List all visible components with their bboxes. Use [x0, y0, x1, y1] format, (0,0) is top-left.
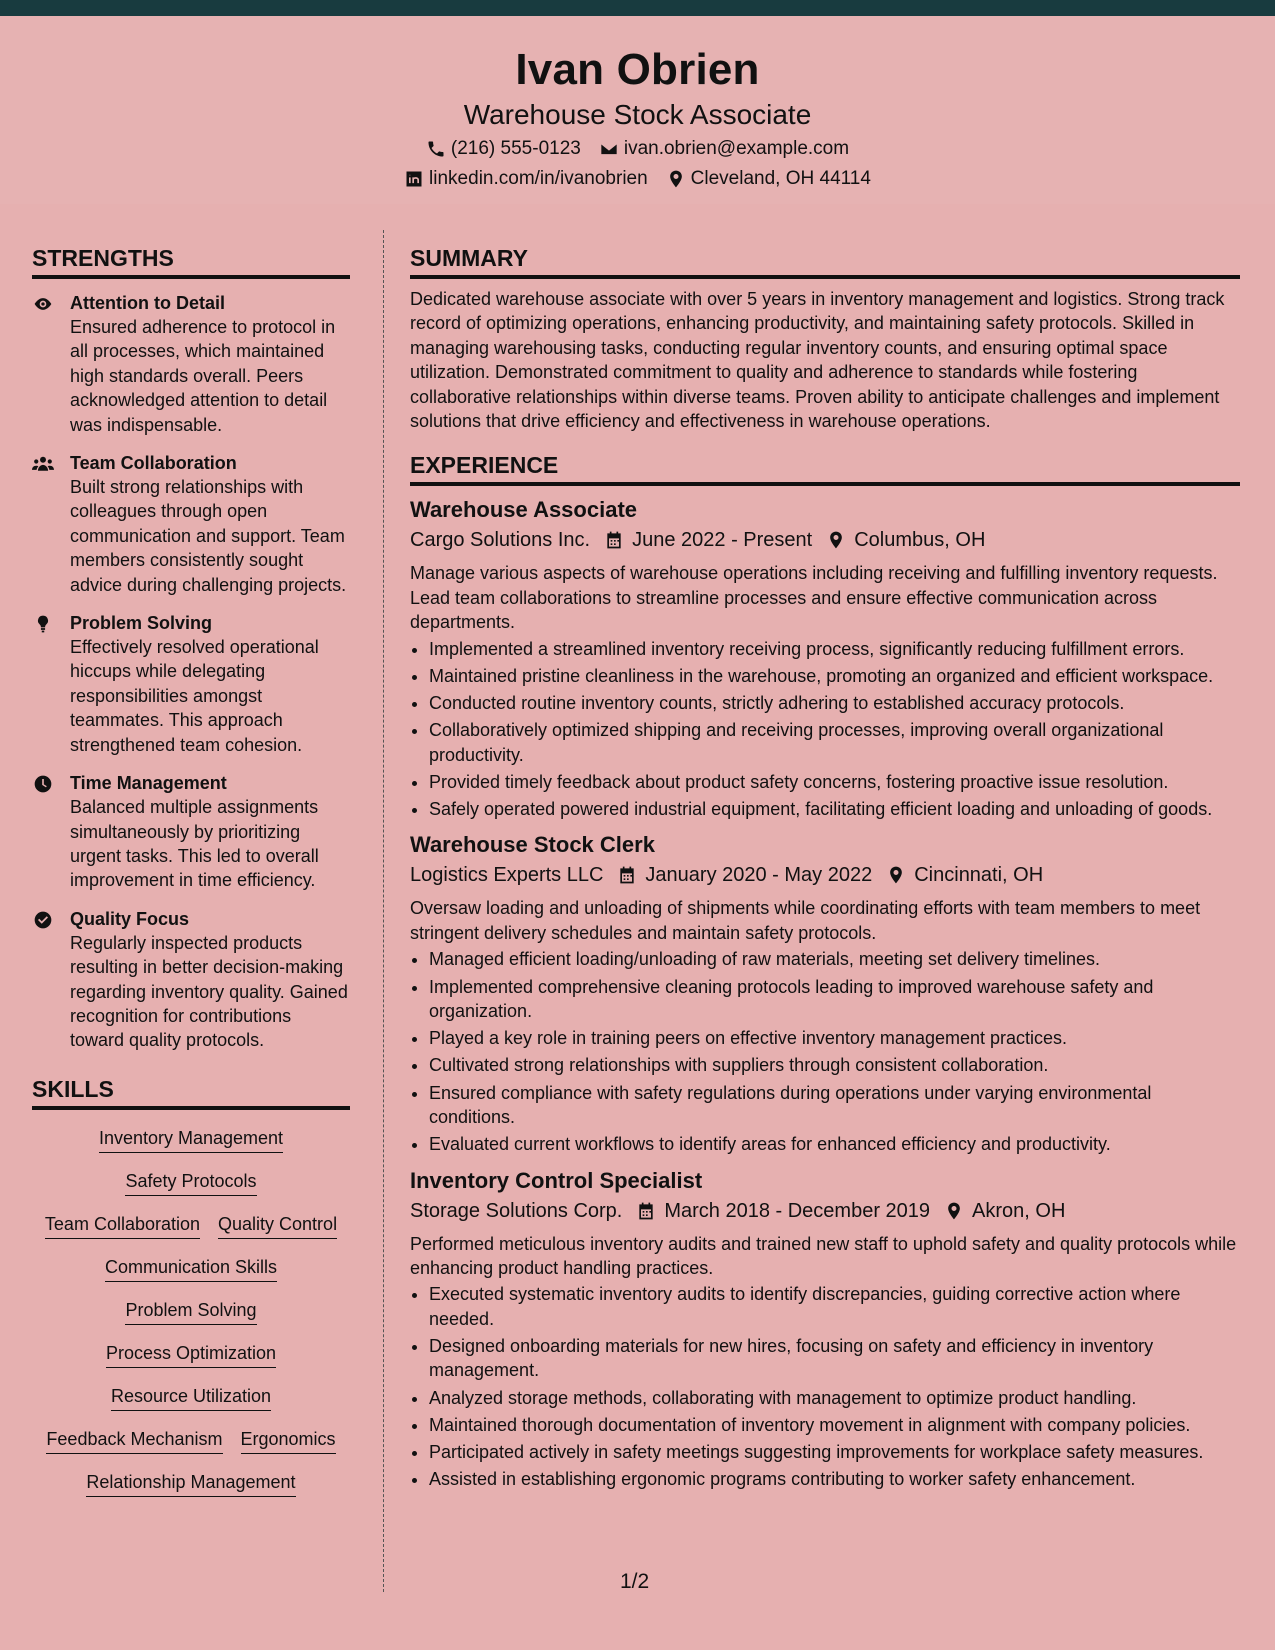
skill-tag: Ergonomics: [241, 1427, 336, 1454]
bullet-item: • Cultivated strong relationships with suppliers through consistent collaboration.: [429, 1053, 1240, 1077]
candidate-title: Warehouse Stock Associate: [463, 99, 812, 130]
page-number: 1/2: [620, 1570, 650, 1593]
job-company: Cargo Solutions Inc.: [410, 529, 591, 552]
skills-heading: SKILLS: [32, 1075, 350, 1110]
job-entry: [410, 831, 1240, 1156]
job-meta: [410, 861, 1240, 889]
skill-tag: Inventory Management: [99, 1126, 283, 1153]
skill-tag: Process Optimization: [106, 1341, 276, 1368]
summary-text: Dedicated warehouse associate with over 5 years in inventory management and logistics. Strong track record of optimizing operations, enhancing productivity, and maintaining safety protocols. Skilled in managing warehousing tasks, conducting regular inventory counts, and ensuring optimal space utilization. Demonstrated commitment to quality and adherence to standards while fostering collaborative relationships within diverse teams. Proven ability to anticipate challenges and implement solutions that drive efficiency and effectiveness in warehouse operations.: [410, 289, 1225, 432]
job-bullets: [410, 1282, 1240, 1491]
strength-title: Time Management: [70, 773, 227, 794]
map-pin-icon: [944, 1201, 964, 1221]
location-contact: [666, 166, 871, 192]
map-pin-icon: [666, 169, 686, 189]
strength-title: Team Collaboration: [70, 453, 237, 474]
job-company: Storage Solutions Corp.: [410, 1199, 623, 1222]
bullet-item: • Played a key role in training peers on effective inventory management practices.: [429, 1026, 1240, 1050]
clock-icon: [32, 774, 54, 794]
strength-item: [32, 291, 350, 437]
candidate-name: Ivan Obrien: [515, 45, 760, 94]
bullet-item: • Conducted routine inventory counts, strictly adhering to established accuracy protocols.: [429, 691, 1240, 715]
contact-line-1: [0, 136, 1275, 162]
bullet-item: • Analyzed storage methods, collaborating with management to optimize product handling.: [429, 1386, 1240, 1410]
bullet-item: • Maintained thorough documentation of inventory movement in alignment with company policies.: [429, 1413, 1240, 1437]
strength-desc: Effectively resolved operational hiccups while delegating responsibilities amongst teammates. This approach strengthened team cohesion.: [70, 637, 319, 755]
bullet-item: • Assisted in establishing ergonomic programs contributing to worker safety enhancement.: [429, 1467, 1240, 1491]
strength-desc: Ensured adherence to protocol in all processes, which maintained high standards overall. Peers acknowledged attention to detail was indispensable.: [70, 317, 336, 435]
job-meta: [410, 1197, 1240, 1225]
phone-icon: [426, 139, 446, 159]
bullet-item: • Designed onboarding materials for new hires, focusing on safety and efficiency in inventory management.: [429, 1334, 1240, 1383]
envelope-icon: [599, 139, 619, 159]
contact-line-2: [0, 166, 1275, 192]
job-description: Performed meticulous inventory audits and trained new staff to uphold safety and quality protocols while enhancing product handling practices.: [410, 1233, 1237, 1278]
skill-tag: Problem Solving: [125, 1298, 256, 1325]
strength-title: Quality Focus: [70, 908, 190, 929]
job-title: Warehouse Associate: [410, 497, 638, 523]
job-dates: March 2018 - December 2019: [664, 1199, 931, 1222]
summary-heading: SUMMARY: [410, 244, 1240, 279]
calendar-icon: [636, 1201, 656, 1221]
job-title: Inventory Control Specialist: [410, 1167, 703, 1193]
skills-list: [32, 1126, 350, 1497]
phone-contact: [426, 136, 581, 162]
phone-number: (216) 555-0123: [450, 138, 581, 159]
job-company: Logistics Experts LLC: [410, 864, 604, 887]
strength-item: [32, 907, 350, 1053]
job-title: Warehouse Stock Clerk: [410, 832, 655, 858]
bullet-item: • Implemented a streamlined inventory receiving process, significantly reducing fulfillment errors.: [429, 637, 1240, 661]
linkedin-contact[interactable]: [404, 166, 648, 192]
strength-desc: Regularly inspected products resulting in better decision-making regarding inventory quality. Gained recognition for contributions toward quality protocols.: [70, 932, 348, 1051]
bullet-item: • Maintained pristine cleanliness in the warehouse, promoting an organized and efficient workspace.: [429, 664, 1240, 688]
skill-tag: Relationship Management: [86, 1470, 295, 1497]
email-address[interactable]: ivan.obrien@example.com: [623, 138, 850, 159]
skill-tag: Feedback Mechanism: [46, 1427, 222, 1454]
job-description: Oversaw loading and unloading of shipments while coordinating efforts with team members to meet stringent delivery schedules and maintain safety protocols.: [410, 898, 1201, 943]
linkedin-icon: [404, 169, 424, 189]
calendar-icon: [604, 530, 624, 550]
strength-desc: Built strong relationships with colleagues through open communication and support. Team members consistently sought advice during challenging projects.: [70, 477, 347, 595]
skill-tag: Quality Control: [218, 1212, 337, 1239]
bullet-item: • Evaluated current workflows to identify areas for enhanced efficiency and productivity.: [429, 1132, 1240, 1156]
job-entry: [410, 1167, 1240, 1492]
bullet-item: • Implemented comprehensive cleaning protocols leading to improved warehouse safety and organization.: [429, 975, 1240, 1024]
bullet-item: • Collaboratively optimized shipping and receiving processes, improving overall organizational productivity.: [429, 718, 1240, 767]
strength-item: [32, 611, 350, 757]
users-icon: [32, 454, 54, 474]
strength-item: [32, 451, 350, 597]
job-bullets: [410, 947, 1240, 1156]
job-location: Columbus, OH: [854, 529, 986, 552]
skill-tag: Communication Skills: [105, 1255, 277, 1282]
bullet-item: • Safely operated powered industrial equipment, facilitating efficient loading and unloading of goods.: [429, 797, 1240, 821]
linkedin-url[interactable]: linkedin.com/in/ivanobrien: [429, 168, 648, 189]
skill-tag: Team Collaboration: [45, 1212, 200, 1239]
strength-title: Attention to Detail: [70, 293, 225, 313]
map-pin-icon: [826, 530, 846, 550]
bullet-item: • Managed efficient loading/unloading of raw materials, meeting set delivery timelines.: [429, 947, 1240, 971]
skill-tag: Safety Protocols: [125, 1169, 256, 1196]
job-meta: [410, 526, 1240, 554]
experience-heading: EXPERIENCE: [410, 451, 1240, 486]
skill-tag: Resource Utilization: [111, 1384, 271, 1411]
resume-header: [0, 16, 1275, 204]
location-text: Cleveland, OH 44114: [690, 168, 871, 189]
left-column: [32, 244, 350, 1513]
top-accent-bar: [0, 0, 1275, 16]
calendar-icon: [617, 865, 637, 885]
job-dates: June 2022 - Present: [632, 529, 813, 552]
job-description: Manage various aspects of warehouse operations including receiving and fulfilling inventory requests. Lead team collaborations to streamline processes and ensure effective communication across departments.: [410, 563, 1218, 633]
bullet-item: • Participated actively in safety meetings suggesting improvements for workplace safety measures.: [429, 1440, 1240, 1464]
eye-icon: [32, 294, 54, 314]
bullet-item: • Executed systematic inventory audits to identify discrepancies, guiding corrective action where needed.: [429, 1282, 1240, 1331]
strength-desc: Balanced multiple assignments simultaneously by prioritizing urgent tasks. This led to overall improvement in time efficiency.: [70, 797, 319, 891]
map-pin-icon: [886, 865, 906, 885]
lightbulb-icon: [32, 614, 54, 634]
bullet-item: • Ensured compliance with safety regulations during operations under varying environmental conditions.: [429, 1081, 1240, 1130]
right-column: [410, 244, 1240, 1494]
check-circle-icon: [32, 910, 54, 930]
job-location: Akron, OH: [972, 1199, 1066, 1222]
column-divider: [383, 230, 384, 1592]
job-entry: [410, 496, 1240, 821]
job-dates: January 2020 - May 2022: [645, 864, 873, 887]
bullet-item: • Provided timely feedback about product safety concerns, fostering proactive issue resolution.: [429, 770, 1240, 794]
strengths-heading: STRENGTHS: [32, 244, 350, 279]
strength-title: Problem Solving: [70, 613, 213, 634]
job-bullets: [410, 637, 1240, 822]
job-location: Cincinnati, OH: [914, 864, 1044, 887]
email-contact[interactable]: [599, 136, 849, 162]
strength-item: [32, 771, 350, 893]
